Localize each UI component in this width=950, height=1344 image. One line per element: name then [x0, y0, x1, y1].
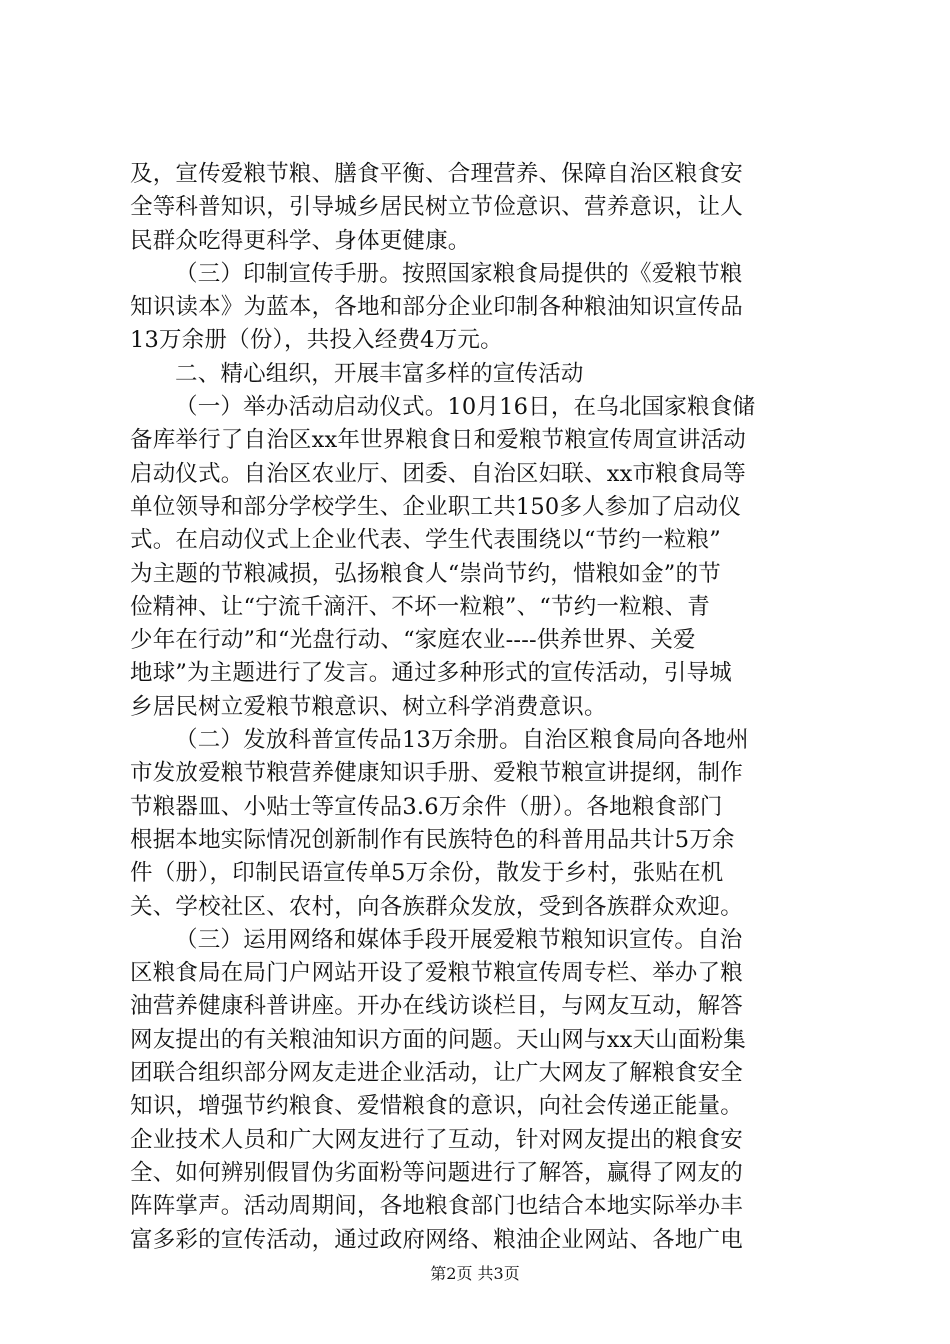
- text-line: 团联合组织部分网友走进企业活动，让广大网友了解粮食安全: [130, 1060, 743, 1087]
- text-line: 乡居民树立爱粮节粮意识、树立科学消费意识。: [130, 693, 607, 720]
- text-line: 13万余册（份），共投入经费4万元。: [130, 327, 503, 354]
- document-body: [130, 158, 830, 1257]
- text-line: 备库举行了自治区xx年世界粮食日和爱粮节粮宣传周宣讲活动: [130, 427, 746, 454]
- text-line: 市发放爱粮节粮营养健康知识手册、爱粮节粮宣讲提纲，制作: [130, 760, 743, 787]
- text-line: 俭精神、让“宁流千滴汗、不坏一粒粮”、“节约一粒粮、青: [130, 593, 710, 620]
- section-heading-line: （三）印制宣传手册。按照国家粮食局提供的《爱粮节粮: [175, 260, 743, 287]
- text-line: 件（册），印制民语宣传单5万余份，散发于乡村，张贴在机: [130, 860, 724, 887]
- text-line: 阵阵掌声。活动周期间，各地粮食部门也结合本地实际举办丰: [130, 1193, 743, 1220]
- text-line: 全等科普知识，引导城乡居民树立节俭意识、营养意识，让人: [130, 194, 743, 221]
- section-heading-line: 二、精心组织，开展丰富多样的宣传活动: [175, 360, 584, 387]
- text-line: 全、如何辨别假冒伪劣面粉等问题进行了解答，赢得了网友的: [130, 1159, 743, 1186]
- text-line: 知识，增强节约粮食、爱惜粮食的意识，向社会传递正能量。: [130, 1093, 743, 1120]
- text-line: 关、学校社区、农村，向各族群众发放，受到各族群众欢迎。: [130, 893, 743, 920]
- section-heading-line: （二）发放科普宣传品13万余册。自治区粮食局向各地州: [175, 727, 749, 754]
- text-line: 知识读本》为蓝本，各地和部分企业印制各种粮油知识宣传品: [130, 294, 743, 321]
- text-line: 民群众吃得更科学、身体更健康。: [130, 227, 471, 254]
- text-line: 根据本地实际情况创新制作有民族特色的科普用品共计5万余: [130, 826, 735, 853]
- text-line: 单位领导和部分学校学生、企业职工共150多人参加了启动仪: [130, 493, 742, 520]
- text-line: 式。在启动仪式上企业代表、学生代表围绕以“节约一粒粮”: [130, 527, 721, 554]
- text-line: 及，宣传爱粮节粮、膳食平衡、合理营养、保障自治区粮食安: [130, 161, 743, 187]
- text-line: 启动仪式。自治区农业厅、团委、自治区妇联、xx市粮食局等: [130, 460, 746, 487]
- page-number-footer: 第2页 共3页: [430, 1264, 520, 1283]
- text-line: 企业技术人员和广大网友进行了互动，针对网友提出的粮食安: [130, 1126, 743, 1153]
- text-line: 节粮器皿、小贴士等宣传品3.6万余件（册）。各地粮食部门: [130, 793, 723, 820]
- text-line: 地球”为主题进行了发言。通过多种形式的宣传活动，引导城: [130, 660, 732, 687]
- text-line: 网友提出的有关粮油知识方面的问题。天山网与xx天山面粉集: [130, 1026, 746, 1053]
- text-line: 少年在行动”和“光盘行动、“家庭农业----供养世界、关爱: [130, 627, 696, 654]
- text-line: 富多彩的宣传活动，通过政府网络、粮油企业网站、各地广电: [130, 1226, 743, 1253]
- text-line: 为主题的节粮减损，弘扬粮食人“崇尚节约，惜粮如金”的节: [130, 560, 721, 587]
- section-heading-line: （三）运用网络和媒体手段开展爱粮节粮知识宣传。自治: [175, 926, 743, 953]
- section-heading-line: （一）举办活动启动仪式。10月16日，在乌北国家粮食储: [175, 394, 756, 421]
- text-line: 油营养健康科普讲座。开办在线访谈栏目，与网友互动，解答: [130, 993, 743, 1020]
- text-line: 区粮食局在局门户网站开设了爱粮节粮宣传周专栏、举办了粮: [130, 960, 743, 987]
